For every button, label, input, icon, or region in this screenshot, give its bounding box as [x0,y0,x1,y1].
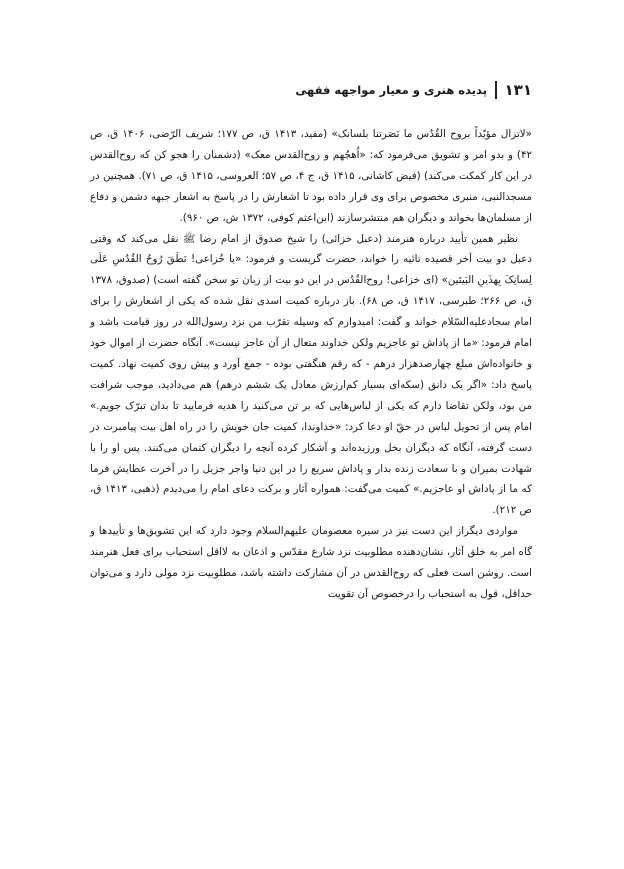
paragraph-3: مواردی دیگراز این دست نیز در سیره معصومان علیهم‌السلام وجود دارد که این تشویق‌ها و تأییدها و گاه امر به خلق آثار، نشان‌دهنده مطلوبیت نزد شارع مقدّس و اذعان به لااقل استحباب برای فعل هنرمند است. روشن است فعلی که روح‌القدس در آن مشارکت داشته باشد، مطلوبیت نزد مولی دارد و می‌توان حداقل، قول به استحباب را درخصوص آن تقویت [90,525,532,600]
running-title: پدیده هنری و معیار مواجهه فقهی [295,83,488,97]
running-header [90,80,532,100]
page-number: ۱۳۱ [504,81,532,99]
paragraph-1: «لاتزال مؤیّداً بروح القُدُس ما نَصَرتنا بلسانک» (مفید، ۱۴۱۳ ق، ص ۱۷۷؛ شریف الرّضی، ۱۴۰۶ ق، ص ۴۲) و بدو امر و تشویق می‌فرمود که: «اُهجُهم و روح‌القدس معک» (دشمنان را هجو کن که روح‌القدس در این کار کمکت می‌کند) (فیض کاشانی، ۱۴۱۵ ق، ج ۴، ص ۵۷؛ العروسی، ۱۴۱۵ ق، ص ۷۱). همچنین در مسجدالنبی، منبری مخصوص برای وی قرار داده بود تا اشعارش را در پاسخ به اشعار جبهه دشمن و دفاع از مسلمان‌ها بخواند و دیگران هم منتشرسازند (ابن‌اعثم کوفی، ۱۳۷۲ ش، ص ۹۶۰). [90,128,532,224]
paragraph-2: نظیر همین تأیید درباره هنرمند (دعبل خزائی) را شیخ صدوق از امام رضا ﷺ نقل می‌کند که وقتی دعبل دو بیت آخر قصیده تائیه را خواند، حضرت گریست و فرمود: «یا خُزاعی! نَطَقَ رُوحُ القُدُسِ عَلَی لِسانِکَ بِهذَینِ البَیتَین» (ای خزاعی! روح‌القُدُس در این دو بیت از زبان تو سخن گفته است) (صدوق، ۱۳۷۸ ق، ص ۲۶۶؛ طبرسی، ۱۴۱۷ ق، ص ۶۸). باز درباره کمیت اسدی نقل شده که یکی از اشعارش را برای امام سجادعلیه‌السّلام خواند و گفت: امیدوارم که وسیله تقرّب من نزد رسول‌الله در روز قیامت باشد و امام فرمود: «ما از پاداش تو عاجزیم ولکن خداوند متعال از آن عاجز نیست». آنگاه حضرت از اموال خود و خانواده‌اش مبلغ چهارصدهزار درهم - که رقم هنگفتی بوده - جمع آورد و پیش روی کمیت نهاد. کمیت پاسخ داد: «اگر یک دانق (سکه‌ای بسیار کم‌ارزش معادل یک ششم درهم) هم می‌دادید، موجب شرافت من بود، ولکن تقاضا دارم که یکی از لباس‌هایی که بر تن می‌کنید را هدیه فرمایید تا بدان تبرّک جویم.» امام پس از تحویل لباس در حقّ او دعا کرد: «خداوندا، کمیت جان خویش را در راه اهل بیت پیامبرت در دست گرفته، آنگاه که دیگران بخل ورزیده‌اند و آشکار کرده آنچه را دیگران کتمان می‌کنند. پس او را با شهادت بمیران و با سعادت زنده بدار و پاداش سریع را در این دنیا واجر جزیل را در آخرت عطایش فرما که ما از پاداش او عاجزیم.» کمیت می‌گفت: همواره آثار و برکت دعای امام را می‌دیدم (ذهبی، ۱۴۱۳ ق، ص ۲۱۲). [90,232,532,517]
header-divider [495,81,497,99]
body-text [90,124,532,605]
